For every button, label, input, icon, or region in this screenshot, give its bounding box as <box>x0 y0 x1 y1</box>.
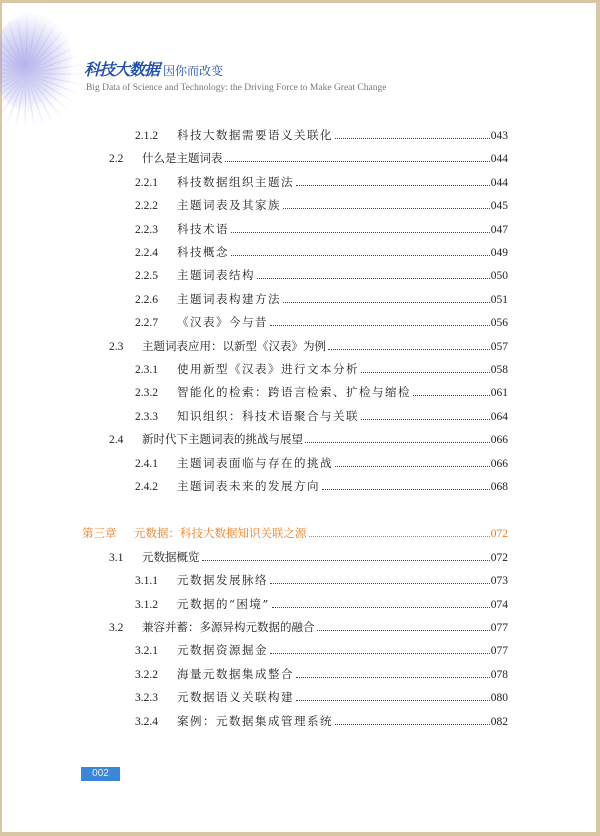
toc-entry <box>135 455 508 471</box>
dot-leader <box>317 630 490 631</box>
network-rays-graphic <box>2 13 82 123</box>
toc-entry <box>135 666 508 682</box>
brand-english-subtitle: Big Data of Science and Technology: the Driving Force to Make Great Change <box>86 83 387 93</box>
toc-entry <box>135 244 508 260</box>
toc-entry-number: 2.2.7 <box>135 317 158 330</box>
dot-leader <box>322 489 490 490</box>
toc-entry-number: 2.4.1 <box>135 457 158 470</box>
toc-entry <box>109 431 508 447</box>
toc-entry-page: 077 <box>490 645 508 658</box>
toc-entry-title: 主题词表面临与存在的挑战 <box>177 455 333 470</box>
toc-entry <box>109 549 508 565</box>
toc-entry-number: 2.2.6 <box>135 293 158 306</box>
toc-entry-page: 082 <box>490 715 508 728</box>
toc-entry-number: 2.3 <box>109 340 124 353</box>
toc-entry <box>135 174 508 190</box>
dot-leader <box>309 536 490 537</box>
dot-leader <box>231 232 490 233</box>
dot-leader <box>305 442 490 443</box>
toc-entry <box>135 408 508 424</box>
toc-entry-page: 044 <box>490 176 508 189</box>
toc-entry-number: 2.2.4 <box>135 247 158 259</box>
dot-leader <box>270 583 490 584</box>
toc-chapter-entry <box>82 525 508 541</box>
dot-leader <box>335 138 490 139</box>
toc-entry-title: 知识组织：科技术语聚合与关联 <box>177 408 359 423</box>
toc-entry <box>135 267 508 283</box>
toc-entry <box>135 713 508 729</box>
brand-subtitle: 因你而改变 <box>163 64 224 78</box>
toc-entry-page: 050 <box>490 270 508 283</box>
toc-entry-title: 元数据资源掘金 <box>177 643 268 658</box>
dot-leader <box>272 607 490 608</box>
toc-entry-title: 智能化的检索：跨语言检索、扩检与缩检 <box>177 385 411 400</box>
toc-entry-page: 056 <box>490 317 508 330</box>
toc-entry-title: 主题词表结构 <box>177 268 255 283</box>
dot-leader <box>335 466 490 467</box>
dot-leader <box>270 653 490 654</box>
toc-entry-number: 3.1.1 <box>135 575 158 588</box>
toc-entry <box>135 291 508 307</box>
toc-entry-number: 2.2.1 <box>135 176 158 189</box>
dot-leader <box>361 419 490 420</box>
toc-entry-number: 2.2.2 <box>135 200 158 213</box>
toc-entry-page: 051 <box>490 293 508 306</box>
brand-title: 科技大数据 <box>84 60 160 79</box>
toc-entry-page: 044 <box>490 153 508 166</box>
toc-entry <box>109 619 508 635</box>
toc-entry-number: 2.1.2 <box>135 130 158 142</box>
toc-entry <box>135 478 508 494</box>
toc-entry-page: 058 <box>490 364 508 376</box>
toc-entry <box>135 689 508 705</box>
toc-entry-number: 3.1 <box>109 551 124 564</box>
dot-leader <box>328 349 490 350</box>
toc-entry-title: 《汉表》今与昔 <box>177 315 268 330</box>
dot-leader <box>296 700 490 701</box>
toc-entry-page: 047 <box>490 223 508 236</box>
toc-entry-title: 科技数据组织主题法 <box>177 174 294 189</box>
dot-leader <box>296 185 490 186</box>
book-page <box>2 3 596 832</box>
toc-entry-number: 2.2.3 <box>135 223 158 236</box>
toc-entry-number: 2.3.2 <box>135 387 158 400</box>
toc-entry <box>135 642 508 658</box>
dot-leader <box>335 724 490 725</box>
toc-entry-title: 兼容并蓄：多源异构元数据的融合 <box>142 620 315 634</box>
toc-entry-title: 元数据概览 <box>142 549 200 564</box>
toc-entry <box>135 127 508 143</box>
dot-leader <box>413 395 490 396</box>
dot-leader <box>231 255 490 256</box>
toc-entry-page: 077 <box>490 622 508 634</box>
toc-entry-title: 海量元数据集成整合 <box>177 666 294 681</box>
toc-entry-number: 3.2 <box>109 622 124 634</box>
toc-entry-page: 078 <box>490 668 508 681</box>
toc-entry-title: 使用新型《汉表》进行文本分析 <box>177 362 359 376</box>
toc-entry-title: 科技概念 <box>177 245 229 259</box>
dot-leader <box>270 325 490 326</box>
dot-leader <box>225 161 490 162</box>
toc-entry-title: 主题词表应用：以新型《汉表》为例 <box>142 338 326 353</box>
toc-entry-number: 2.2 <box>109 153 124 166</box>
series-logo <box>84 60 223 79</box>
toc-entry-title: 科技术语 <box>177 221 229 236</box>
toc-entry <box>135 314 508 330</box>
toc-entry-page: 043 <box>490 130 508 142</box>
toc-entry-number: 2.2.5 <box>135 270 158 283</box>
toc-entry <box>109 150 508 166</box>
toc-entry <box>135 596 508 612</box>
toc-entry-title: 主题词表构建方法 <box>177 291 281 306</box>
toc-entry-page: 074 <box>490 598 508 611</box>
toc-entry-page: 061 <box>490 387 508 400</box>
toc-entry-page: 045 <box>490 200 508 213</box>
toc-entry-page: 072 <box>490 551 508 564</box>
toc-entry-number: 3.2.4 <box>135 715 158 728</box>
dot-leader <box>202 560 490 561</box>
toc-entry-page: 049 <box>490 247 508 259</box>
toc-entry-number: 2.4.2 <box>135 481 158 493</box>
toc-entry-page: 068 <box>490 481 508 493</box>
toc-entry-page: 066 <box>490 457 508 470</box>
toc-entry-title: 元数据发展脉络 <box>177 573 268 588</box>
toc-entry <box>135 572 508 588</box>
toc-entry-page: 057 <box>490 340 508 353</box>
dot-leader <box>296 677 490 678</box>
page-number-badge: 002 <box>81 767 120 781</box>
toc-entry-title: 元数据的“困境” <box>177 596 270 611</box>
toc-entry <box>109 338 508 354</box>
toc-entry <box>135 361 508 377</box>
toc-entry <box>135 384 508 400</box>
dot-leader <box>283 208 490 209</box>
toc-entry-page: 066 <box>490 434 508 447</box>
toc-entry-number: 第三章 <box>82 526 117 541</box>
toc-entry-number: 3.2.3 <box>135 692 158 705</box>
dot-leader <box>361 372 490 373</box>
toc-entry-page: 064 <box>490 410 508 423</box>
toc-entry-title: 新时代下主题词表的挑战与展望 <box>142 432 303 447</box>
toc-entry-title: 什么是主题词表 <box>142 151 223 166</box>
toc-entry-title: 主题词表未来的发展方向 <box>177 479 320 493</box>
toc-entry-title: 科技大数据需要语义关联化 <box>177 128 333 142</box>
dot-leader <box>283 302 490 303</box>
toc-entry-title: 案例：元数据集成管理系统 <box>177 713 333 728</box>
toc-entry-number: 2.3.3 <box>135 410 158 423</box>
toc-entry-number: 2.3.1 <box>135 364 158 376</box>
toc-entry-title: 元数据语义关联构建 <box>177 690 294 705</box>
toc-entry-number: 2.4 <box>109 434 124 447</box>
toc-entry-number: 3.1.2 <box>135 598 158 611</box>
toc-entry-title: 元数据：科技大数据知识关联之源 <box>134 526 307 541</box>
dot-leader <box>257 278 490 279</box>
toc-entry-number: 3.2.1 <box>135 645 158 658</box>
toc-entry-page: 073 <box>490 575 508 588</box>
toc-entry <box>135 221 508 237</box>
toc-entry-page: 080 <box>490 692 508 705</box>
toc-entry <box>135 197 508 213</box>
toc-entry-page: 072 <box>490 528 508 541</box>
toc-entry-number: 3.2.2 <box>135 668 158 681</box>
toc-entry-title: 主题词表及其家族 <box>177 198 281 213</box>
